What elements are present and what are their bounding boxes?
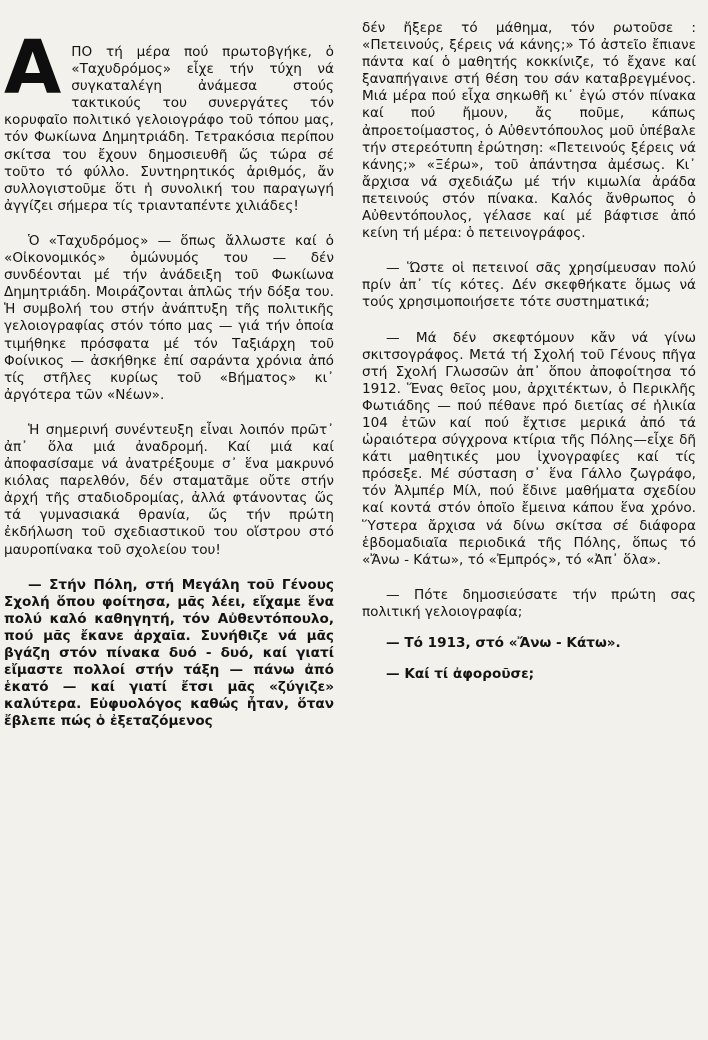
intro-paragraph — [4, 0, 334, 215]
right-column — [362, 0, 696, 701]
question-first-cartoon: — Πότε δημοσιεύσατε τήν πρώτη σας πολιτική γελοιογραφία; — [362, 586, 696, 620]
drop-cap-letter: Α — [4, 25, 62, 111]
question-roosters: — Ὥστε οἱ πετεινοί σᾶς χρησίμευσαν πολύ πρίν ἀπ᾿ τίς κότες. Δέν σκεφθήκατε ὅμως νά τούς χρησιμοποιήσετε τότε συστηματικά; — [362, 260, 696, 311]
answer-career-start: — Μά δέν σκεφτόμουν κἄν νά γίνω σκιτσογράφος. Μετά τή Σχολή τοῦ Γένους πῆγα στή Σχολή Γλωσσῶν ἀπ᾿ ὅπου ἀποφοίτησα τό 1912. Ἕνας θεῖος μου, ἀρχιτέκτων, ὁ Περικλῆς Φωτιάδης — πού πέθανε πρό διετίας σέ ἡλικία 104 ἐτῶν καί πού ἔχτισε μερικά ἀπό τά ὡραιότερα σύγχρονα κτίρια τῆς Πόλης—εἶχε δῆ κάτι μαθητικές μου ἰχνογραφίες καί τίς πρόσεξε. Μέ σύσταση σ᾿ ἕνα Γάλλο ζωγράφο, τόν Ἀλμπέρ Μίλ, πού ἔδινε μαθήματα σχεδίου καί κοντά στόν ὁποῖο ἔμεινα κάπου ἕνα χρόνο. Ὕστερα ἄρχισα νά δίνω σκίτσα σέ διάφορα ἑβδομαδιαῖα περιοδικά τῆς Πόλης, ὅπως τό «Ἄνω - Κάτω», τό «Ἐμπρός», τό «Ἀπ᾿ ὅλα». — [362, 329, 696, 568]
paragraph-newspapers: Ὁ «Ταχυδρόμος» — ὅπως ἄλλωστε καί ὁ «Οἰκονομικός» ὁμώνυμός του — δέν συνδέονται μέ τήν ἀνάδειξη τοῦ Φωκίωνα Δημητριάδη. Μοιράζονται ἁπλῶς τήν δόξα του. Ἡ συμβολή του στήν ἀνάπτυξη τῆς πολιτικῆς γελοιογραφίας στόν τόπο μας — γιά τήν ὁποία τιμήθηκε πρόσφατα μέ τόν Ταξιάρχη τοῦ Φοίνικος — ἀσκήθηκε ἐπί σαράντα χρόνια ἀπό τίς στῆλες κυρίως τοῦ «Βήματος» κι᾿ ἀργότερα τῶν «Νέων». — [4, 232, 334, 403]
left-column — [4, 0, 334, 748]
paragraph-school-story: — Στήν Πόλη, στή Μεγάλη τοῦ Γένους Σχολή ὅπου φοίτησα, μᾶς λέει, εἴχαμε ἕνα πολύ καλό καθηγητή, τόν Αὐθεντόπουλο, πού μᾶς ἔκανε ἀρχαῖα. Συνήθιζε νά μᾶς βγάζη στόν πίνακα δυό - δυό, καί γιατί εἴμαστε πολλοί στήν τάξη — πάνω ἀπό ἑκατό — καί γιατί ἔτσι μᾶς «ζύγιζε» καλύτερα. Εὐφυολόγος καθώς ἦταν, ὅταν ἔβλεπε πώς ὁ ἐξεταζόμενος — [4, 576, 334, 730]
paragraph-interview-intro: Ἡ σημερινή συνέντευξη εἶναι λοιπόν πρῶτ᾿ ἀπ᾿ ὅλα μιά ἀναδρομή. Καί μιά καί ἀποφασίσαμε νά ἀνατρέξουμε σ᾿ ἕνα μακρυνό κιόλας παρελθόν, δέν σταματᾶμε οὔτε στήν ἀρχή τῆς σταδιοδρομίας, ἀλλά φτάνοντας ὥς τά γυμνασιακά θρανία, ὥς τήν πρώτη ἐκδήλωση τοῦ σχεδιαστικοῦ του οἴστρου στό μαυροπίνακα τοῦ σχολείου του! — [4, 421, 334, 558]
question-subject: — Καί τί ἀφοροῦσε; — [386, 666, 535, 683]
answer-1913: — Τό 1913, στό «Ἄνω - Κάτω». — [386, 635, 621, 651]
intro-text: ΠΟ τή μέρα πού πρωτοβγήκε, ὁ «Ταχυδρόμος» εἶχε τήν τύχη νά συγκαταλέγη ἀνάμεσα στούς τακτικούς του συνεργάτες τόν κορυφαῖο πολιτικό γελοιογράφο τοῦ τόπου μας, τόν Φωκίωνα Δημητριάδη. Τετρακόσια περίπου σκίτσα του ἔχουν δημοσιευθῆ ὥς τώρα σέ τοῦτο τό φύλλο. Συντηρητικός ἀριθμός, ἄν συλλογιστοῦμε ὅτι ἡ συνολική του παραγωγή ἀγγίζει σήμερα τίς τριανταπέντε χιλιάδες! — [4, 44, 334, 214]
paragraph-roosters-story: δέν ἤξερε τό μάθημα, τόν ρωτοῦσε : «Πετεινούς, ξέρεις νά κάνης;» Τό ἀστεῖο ἔπιανε πάντα καί ὁ μαθητής κοκκίνιζε, τό ἔχανε καί ξαναπήγαινε στή θέση του σάν καταβρεγμένος. Μιά μέρα πού εἶχα σηκωθῆ κι᾿ ἐγώ στόν πίνακα καί πού ἤμουν, ἄς ποῦμε, κάπως ἀπροετοίμαστος, ὁ Αὐθεντόπουλος μοῦ ὑπέβαλε τήν στερεότυπη ἐρώτηση: «Πετεινούς ξέρεις νά κάνης;» «Ξέρω», τοῦ ἀπάντησα ἀμέσως. Κι᾿ ἄρχισα νά σχεδιάζω μέ τήν κιμωλία ἀράδα πετεινούς στόν πίνακα. Καλός ἄνθρωπος ὁ Αὐθεντόπουλος, γέλασε καί μέ βάφτισε ἀπό κείνη τή μέρα: ὁ πετεινογράφος. — [362, 20, 696, 242]
